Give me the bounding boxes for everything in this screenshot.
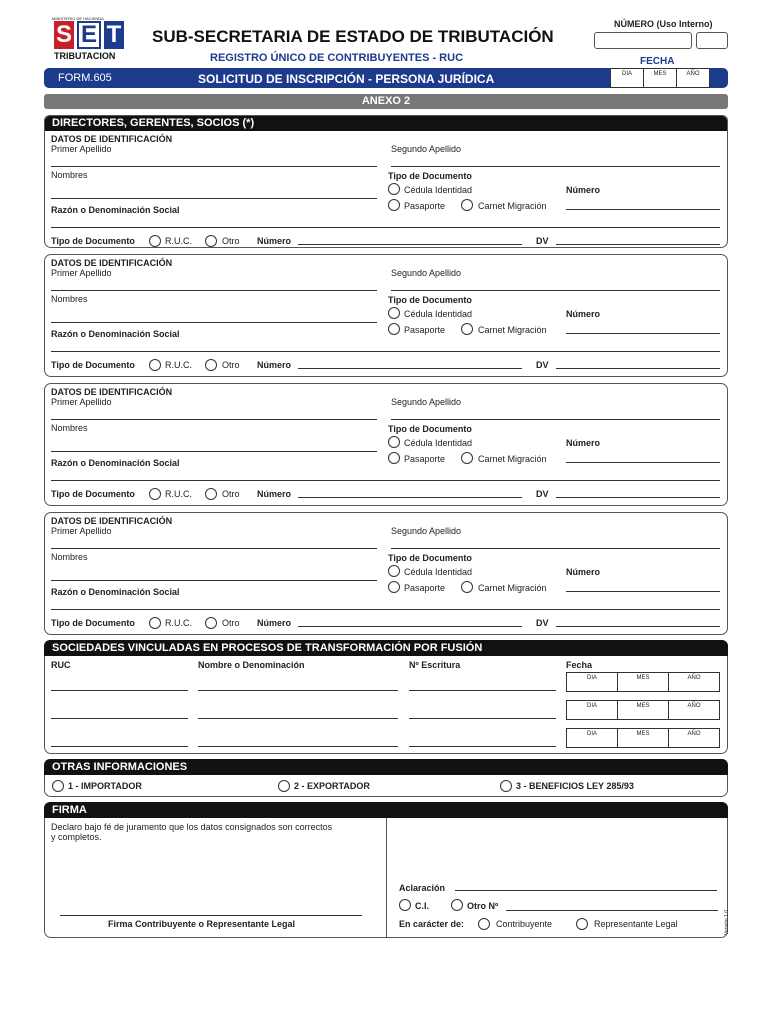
numero-ruc-field[interactable]	[298, 497, 522, 498]
dv-field[interactable]	[556, 244, 720, 245]
numero-label: NÚMERO (Uso Interno)	[614, 19, 713, 29]
primer-apellido-label: Primer Apellido	[51, 397, 112, 407]
ruc-label: R.U.C.	[165, 236, 192, 246]
otro-n-radio[interactable]	[451, 899, 463, 911]
numero-label: Número	[566, 185, 601, 195]
firma-line[interactable]	[60, 915, 362, 916]
ci-label: C.I.	[415, 901, 430, 911]
carnet-radio[interactable]	[461, 581, 473, 593]
firma-label: Firma Contribuyente o Representante Legal	[108, 919, 296, 929]
director-block	[44, 383, 728, 506]
ci-number-line[interactable]	[506, 910, 718, 911]
version-text: Versión 1.0	[724, 909, 730, 935]
exportador-radio[interactable]	[278, 780, 290, 792]
primer-apellido-field[interactable]	[51, 166, 377, 167]
fecha-label: FECHA	[640, 56, 675, 67]
segundo-apellido-label: Segundo Apellido	[391, 144, 462, 154]
pasaporte-label: Pasaporte	[404, 201, 446, 211]
numero-field[interactable]	[566, 209, 720, 210]
tipo-documento-label: Tipo de Documento	[388, 553, 472, 563]
nombres-field[interactable]	[51, 451, 377, 452]
primer-apellido-field[interactable]	[51, 419, 377, 420]
ruc-label: R.U.C.	[165, 618, 192, 628]
primer-apellido-label: Primer Apellido	[51, 268, 112, 278]
soc-escritura-field[interactable]	[409, 718, 556, 719]
date-mes: MES	[644, 69, 677, 87]
razon-social-label: Razón o Denominación Social	[51, 587, 180, 597]
cedula-radio[interactable]	[388, 565, 400, 577]
segundo-apellido-label: Segundo Apellido	[391, 268, 462, 278]
numero-ruc-label: Número	[257, 489, 292, 499]
soc-fecha-box[interactable]: DIA MES AÑO	[566, 672, 720, 692]
firma-header: FIRMA	[44, 802, 728, 818]
soc-ruc-field[interactable]	[51, 746, 188, 747]
col-fecha: Fecha	[566, 660, 593, 670]
otro-radio[interactable]	[205, 617, 217, 629]
nombres-field[interactable]	[51, 322, 377, 323]
datos-label: DATOS DE IDENTIFICACIÓN	[51, 258, 173, 268]
otro-radio[interactable]	[205, 235, 217, 247]
razon-social-label: Razón o Denominación Social	[51, 205, 180, 215]
numero-field[interactable]	[594, 32, 692, 49]
soc-escritura-field[interactable]	[409, 746, 556, 747]
numero-dv-field[interactable]	[696, 32, 728, 49]
header-date-box[interactable]	[610, 68, 710, 88]
page-subtitle: REGISTRO ÚNICO DE CONTRIBUYENTES - RUC	[210, 52, 464, 64]
director-block	[44, 254, 728, 377]
razon-social-field[interactable]	[51, 480, 720, 481]
cedula-radio[interactable]	[388, 183, 400, 195]
pasaporte-label: Pasaporte	[404, 454, 446, 464]
cedula-label: Cédula Identidad	[404, 309, 473, 319]
carnet-label: Carnet Migración	[478, 325, 547, 335]
nombres-label: Nombres	[51, 552, 88, 562]
soc-nombre-field[interactable]	[198, 746, 398, 747]
sociedades-header: SOCIEDADES VINCULADAS EN PROCESOS DE TRANSFORMACIÓN POR FUSIÓN	[44, 640, 728, 656]
exportador-label: 2 - EXPORTADOR	[294, 781, 370, 791]
cedula-radio[interactable]	[388, 436, 400, 448]
pasaporte-radio[interactable]	[388, 452, 400, 464]
soc-ruc-field[interactable]	[51, 690, 188, 691]
ruc-label: R.U.C.	[165, 360, 192, 370]
numero-ruc-field[interactable]	[298, 244, 522, 245]
segundo-apellido-label: Segundo Apellido	[391, 397, 462, 407]
pasaporte-label: Pasaporte	[404, 583, 446, 593]
ruc-radio[interactable]	[149, 235, 161, 247]
beneficios-label: 3 - BENEFICIOS LEY 285/93	[516, 781, 634, 791]
primer-apellido-label: Primer Apellido	[51, 144, 112, 154]
tipo-documento-label: Tipo de Documento	[388, 171, 472, 181]
razon-social-field[interactable]	[51, 609, 720, 610]
numero-label: Número	[566, 309, 601, 319]
carnet-radio[interactable]	[461, 323, 473, 335]
representante-radio[interactable]	[576, 918, 588, 930]
page-title: SUB-SECRETARIA DE ESTADO DE TRIBUTACIÓN	[152, 27, 554, 46]
ruc-radio[interactable]	[149, 617, 161, 629]
numero-ruc-field[interactable]	[298, 626, 522, 627]
set-logo: MINISTERIO DE HACIENDA S E T TRIBUTACION	[52, 16, 128, 62]
soc-ruc-field[interactable]	[51, 718, 188, 719]
en-caracter-label: En carácter de:	[399, 919, 465, 929]
date-anio: AÑO	[686, 71, 700, 77]
otro-radio[interactable]	[205, 359, 217, 371]
soc-nombre-field[interactable]	[198, 690, 398, 691]
tipo-documento-ruc-label: Tipo de Documento	[51, 360, 135, 370]
nombres-label: Nombres	[51, 423, 88, 433]
importador-radio[interactable]	[52, 780, 64, 792]
dv-label: DV	[536, 489, 549, 499]
razon-social-field[interactable]	[51, 351, 720, 352]
col-nombre: Nombre o Denominación	[198, 660, 305, 670]
nombres-field[interactable]	[51, 580, 377, 581]
otro-label: Otro	[222, 618, 240, 628]
ci-radio[interactable]	[399, 899, 411, 911]
pasaporte-label: Pasaporte	[404, 325, 446, 335]
tipo-documento-ruc-label: Tipo de Documento	[51, 236, 135, 246]
date-dia: DIA	[611, 69, 644, 87]
director-block	[44, 512, 728, 635]
pasaporte-radio[interactable]	[388, 581, 400, 593]
tipo-documento-label: Tipo de Documento	[388, 424, 472, 434]
numero-ruc-field[interactable]	[298, 368, 522, 369]
segundo-apellido-field[interactable]	[391, 166, 720, 167]
ruc-radio[interactable]	[149, 488, 161, 500]
declaro-text: Declaro bajo fé de juramento que los datos consignados son correctos	[51, 822, 333, 832]
numero-ruc-label: Número	[257, 618, 292, 628]
nombres-field[interactable]	[51, 198, 377, 199]
tipo-documento-ruc-label: Tipo de Documento	[51, 489, 135, 499]
primer-apellido-field[interactable]	[51, 548, 377, 549]
dv-label: DV	[536, 618, 549, 628]
razon-social-field[interactable]	[51, 227, 720, 228]
primer-apellido-label: Primer Apellido	[51, 526, 112, 536]
pasaporte-radio[interactable]	[388, 323, 400, 335]
directors-header: DIRECTORES, GERENTES, SOCIOS (*)	[44, 115, 728, 131]
cedula-radio[interactable]	[388, 307, 400, 319]
otro-label: Otro	[222, 236, 240, 246]
aclaracion-line[interactable]	[455, 890, 717, 891]
carnet-radio[interactable]	[461, 199, 473, 211]
otro-label: Otro	[222, 489, 240, 499]
carnet-radio[interactable]	[461, 452, 473, 464]
otro-radio[interactable]	[205, 488, 217, 500]
beneficios-radio[interactable]	[500, 780, 512, 792]
numero-field[interactable]	[566, 462, 720, 463]
soc-fecha-box[interactable]: DIA MES AÑO	[566, 700, 720, 720]
otro-label: Otro	[222, 360, 240, 370]
representante-label: Representante Legal	[594, 919, 678, 929]
primer-apellido-field[interactable]	[51, 290, 377, 291]
segundo-apellido-field[interactable]	[391, 419, 720, 420]
col-escritura: Nº Escritura	[409, 660, 461, 670]
dv-label: DV	[536, 236, 549, 246]
datos-label: DATOS DE IDENTIFICACIÓN	[51, 387, 173, 397]
numero-ruc-label: Número	[257, 360, 292, 370]
declaro-text-2: y completos.	[51, 832, 102, 842]
nombres-label: Nombres	[51, 294, 88, 304]
carnet-label: Carnet Migración	[478, 583, 547, 593]
segundo-apellido-field[interactable]	[391, 290, 720, 291]
dv-label: DV	[536, 360, 549, 370]
cedula-label: Cédula Identidad	[404, 438, 473, 448]
carnet-label: Carnet Migración	[478, 201, 547, 211]
logo-top-text: MINISTERIO DE HACIENDA	[52, 16, 104, 21]
dv-field[interactable]	[556, 626, 720, 627]
ruc-radio[interactable]	[149, 359, 161, 371]
col-ruc: RUC	[51, 660, 71, 670]
dv-field[interactable]	[556, 497, 720, 498]
numero-field[interactable]	[566, 333, 720, 334]
logo-bottom-text: TRIBUTACION	[54, 51, 116, 61]
segundo-apellido-field[interactable]	[391, 548, 720, 549]
cedula-label: Cédula Identidad	[404, 185, 473, 195]
contribuyente-radio[interactable]	[478, 918, 490, 930]
ruc-label: R.U.C.	[165, 489, 192, 499]
segundo-apellido-label: Segundo Apellido	[391, 526, 462, 536]
otras-header: OTRAS INFORMACIONES	[44, 759, 728, 775]
numero-label: Número	[566, 567, 601, 577]
datos-label: DATOS DE IDENTIFICACIÓN	[51, 516, 173, 526]
numero-field[interactable]	[566, 591, 720, 592]
numero-label: Número	[566, 438, 601, 448]
numero-ruc-label: Número	[257, 236, 292, 246]
cedula-label: Cédula Identidad	[404, 567, 473, 577]
contribuyente-label: Contribuyente	[496, 919, 553, 929]
soc-fecha-box[interactable]: DIA MES AÑO	[566, 728, 720, 748]
pasaporte-radio[interactable]	[388, 199, 400, 211]
importador-label: 1 - IMPORTADOR	[68, 781, 142, 791]
form-title: SOLICITUD DE INSCRIPCIÓN - PERSONA JURÍDICA	[198, 72, 495, 86]
anexo-bar: ANEXO 2	[44, 94, 728, 109]
nombres-label: Nombres	[51, 170, 88, 180]
aclaracion-label: Aclaración	[399, 883, 446, 893]
firma-divider	[386, 818, 387, 938]
tipo-documento-ruc-label: Tipo de Documento	[51, 618, 135, 628]
soc-escritura-field[interactable]	[409, 690, 556, 691]
carnet-label: Carnet Migración	[478, 454, 547, 464]
form-code: FORM.605	[58, 72, 112, 84]
soc-nombre-field[interactable]	[198, 718, 398, 719]
tipo-documento-label: Tipo de Documento	[388, 295, 472, 305]
otro-n-label: Otro Nº	[467, 901, 499, 911]
razon-social-label: Razón o Denominación Social	[51, 329, 180, 339]
datos-label: DATOS DE IDENTIFICACIÓN	[51, 134, 173, 144]
dv-field[interactable]	[556, 368, 720, 369]
razon-social-label: Razón o Denominación Social	[51, 458, 180, 468]
